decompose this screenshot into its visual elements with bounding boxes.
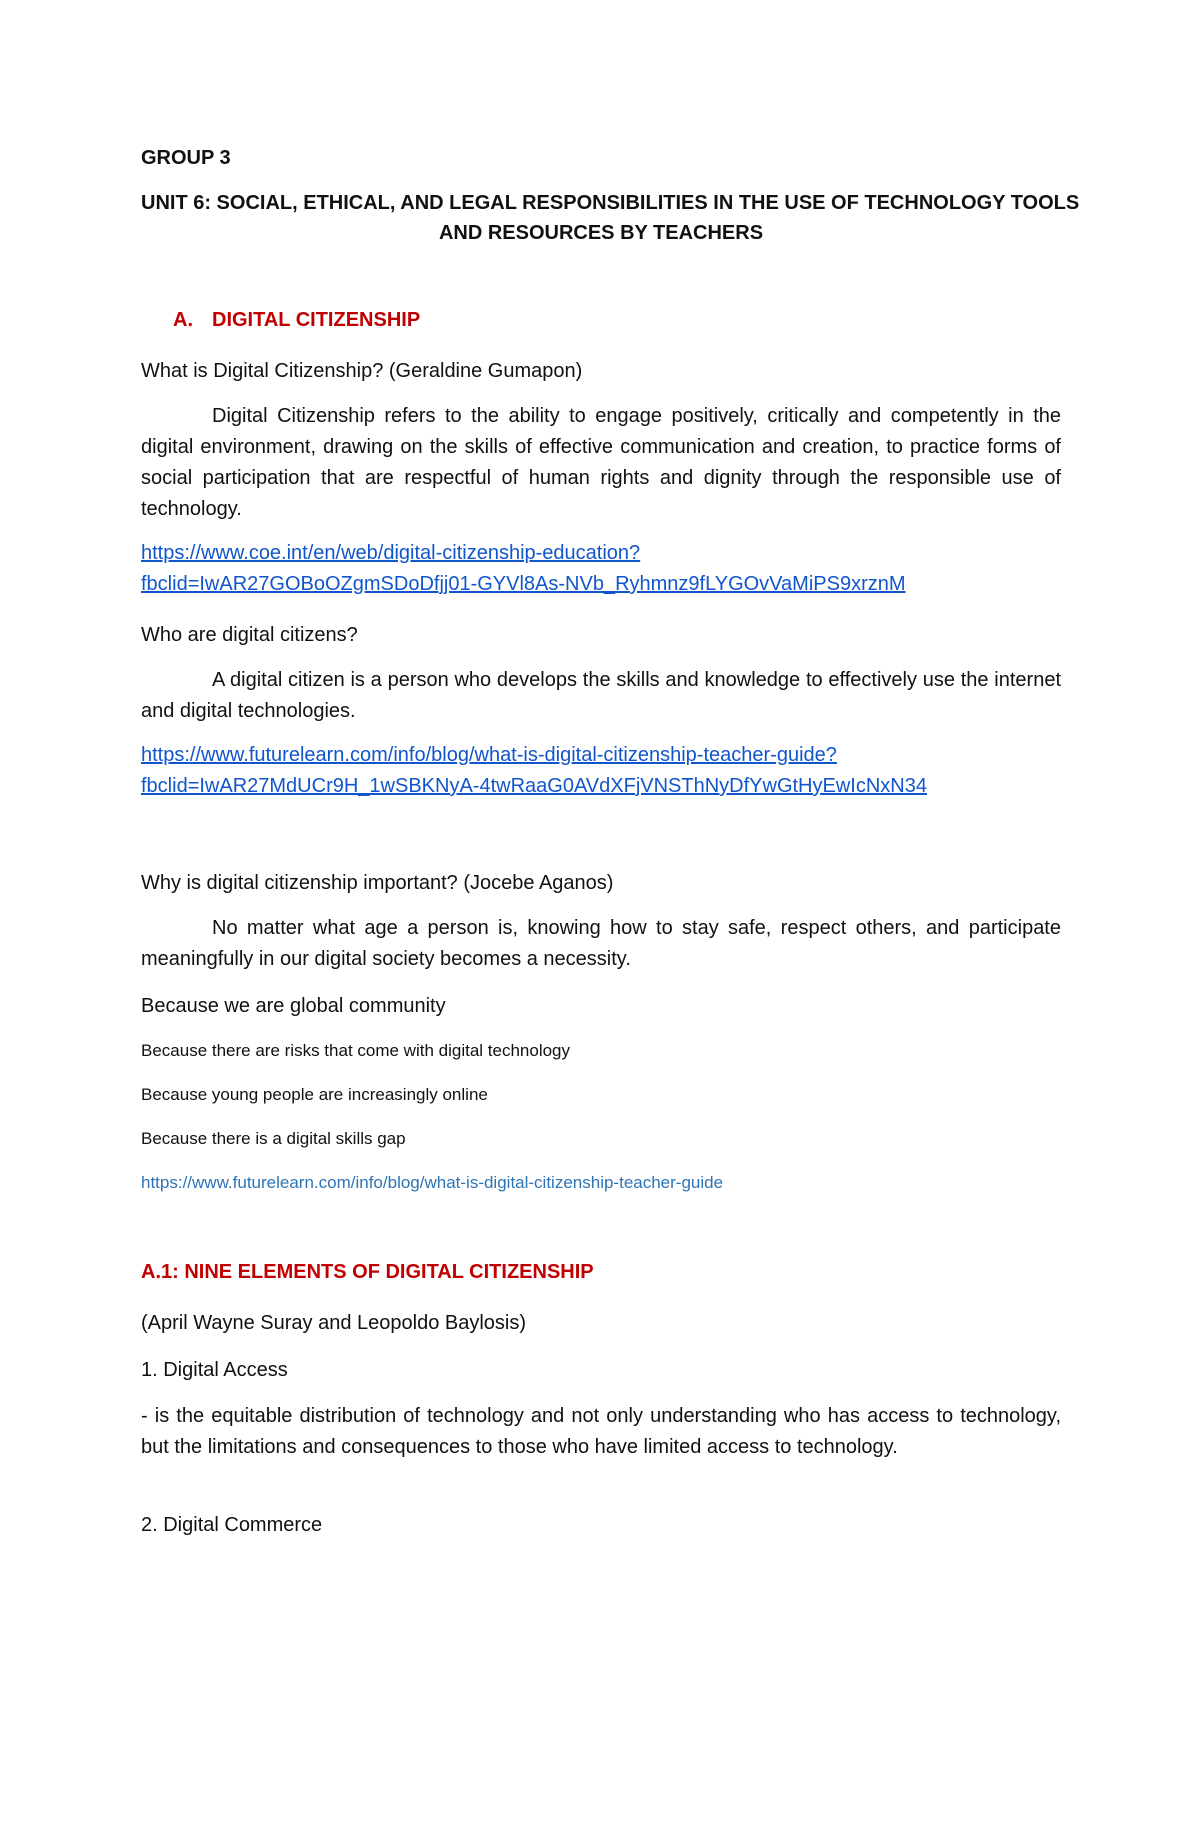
- section-a-marker: A.: [173, 309, 193, 331]
- unit-title-line-1: UNIT 6: SOCIAL, ETHICAL, AND LEGAL RESPONSIBILITIES IN THE USE OF TECHNOLOGY TOOLS: [141, 192, 1080, 214]
- section-a1-heading: A.1: NINE ELEMENTS OF DIGITAL CITIZENSHIP: [141, 1261, 594, 1283]
- link-futurelearn-line-1[interactable]: https://www.futurelearn.com/info/blog/what-is-digital-citizenship-teacher-guide?: [141, 744, 837, 766]
- item-2-title: 2. Digital Commerce: [141, 1514, 323, 1536]
- question-who-are-digital-citizens: Who are digital citizens?: [141, 624, 358, 646]
- item-1-title: 1. Digital Access: [141, 1359, 288, 1381]
- link-futurelearn-plain[interactable]: https://www.futurelearn.com/info/blog/what-is-digital-citizenship-teacher-guide: [141, 1173, 724, 1192]
- link-coe-line-1[interactable]: https://www.coe.int/en/web/digital-citizenship-education?: [141, 542, 641, 564]
- section-a-heading: DIGITAL CITIZENSHIP: [212, 309, 421, 331]
- reason-skills-gap: Because there is a digital skills gap: [141, 1129, 406, 1148]
- reason-risks: Because there are risks that come with digital technology: [141, 1041, 571, 1060]
- reason-young-people: Because young people are increasingly online: [141, 1085, 488, 1104]
- reason-global-community: Because we are global community: [141, 995, 446, 1017]
- question-what-is-digital-citizenship: What is Digital Citizenship? (Geraldine Gumapon): [141, 360, 583, 382]
- link-futurelearn-line-2[interactable]: fbclid=IwAR27MdUCr9H_1wSBKNyA-4twRaaG0AVdXFjVNSThNyDfYwGtHyEwIcNxN34: [141, 775, 927, 797]
- paragraph-definition: Digital Citizenship refers to the ability to engage positively, critically and competently in the digital environment, drawing on the skills of effective communication and creation, to practice forms of social participation that are respectful of human rights and dignity through the responsible use of technology.: [141, 405, 1061, 520]
- item-1-description: - is the equitable distribution of technology and not only understanding who has access to technology, but the limitations and consequences to those who have limited access to technology.: [141, 1405, 1061, 1458]
- link-coe-line-2[interactable]: fbclid=IwAR27GOBoOZgmSDoDfjj01-GYVl8As-NVb_Ryhmnz9fLYGOvVaMiPS9xrznM: [141, 573, 906, 595]
- paragraph-digital-citizen: A digital citizen is a person who develops the skills and knowledge to effectively use the internet and digital technologies.: [141, 669, 1061, 722]
- unit-title-line-2: AND RESOURCES BY TEACHERS: [438, 222, 764, 244]
- group-label: GROUP 3: [141, 147, 231, 169]
- section-a1-authors: (April Wayne Suray and Leopoldo Baylosis): [141, 1312, 527, 1334]
- question-why-important: Why is digital citizenship important? (Jocebe Aganos): [141, 872, 614, 894]
- paragraph-importance: No matter what age a person is, knowing how to stay safe, respect others, and participate meaningfully in our digital society becomes a necessity.: [141, 917, 1061, 970]
